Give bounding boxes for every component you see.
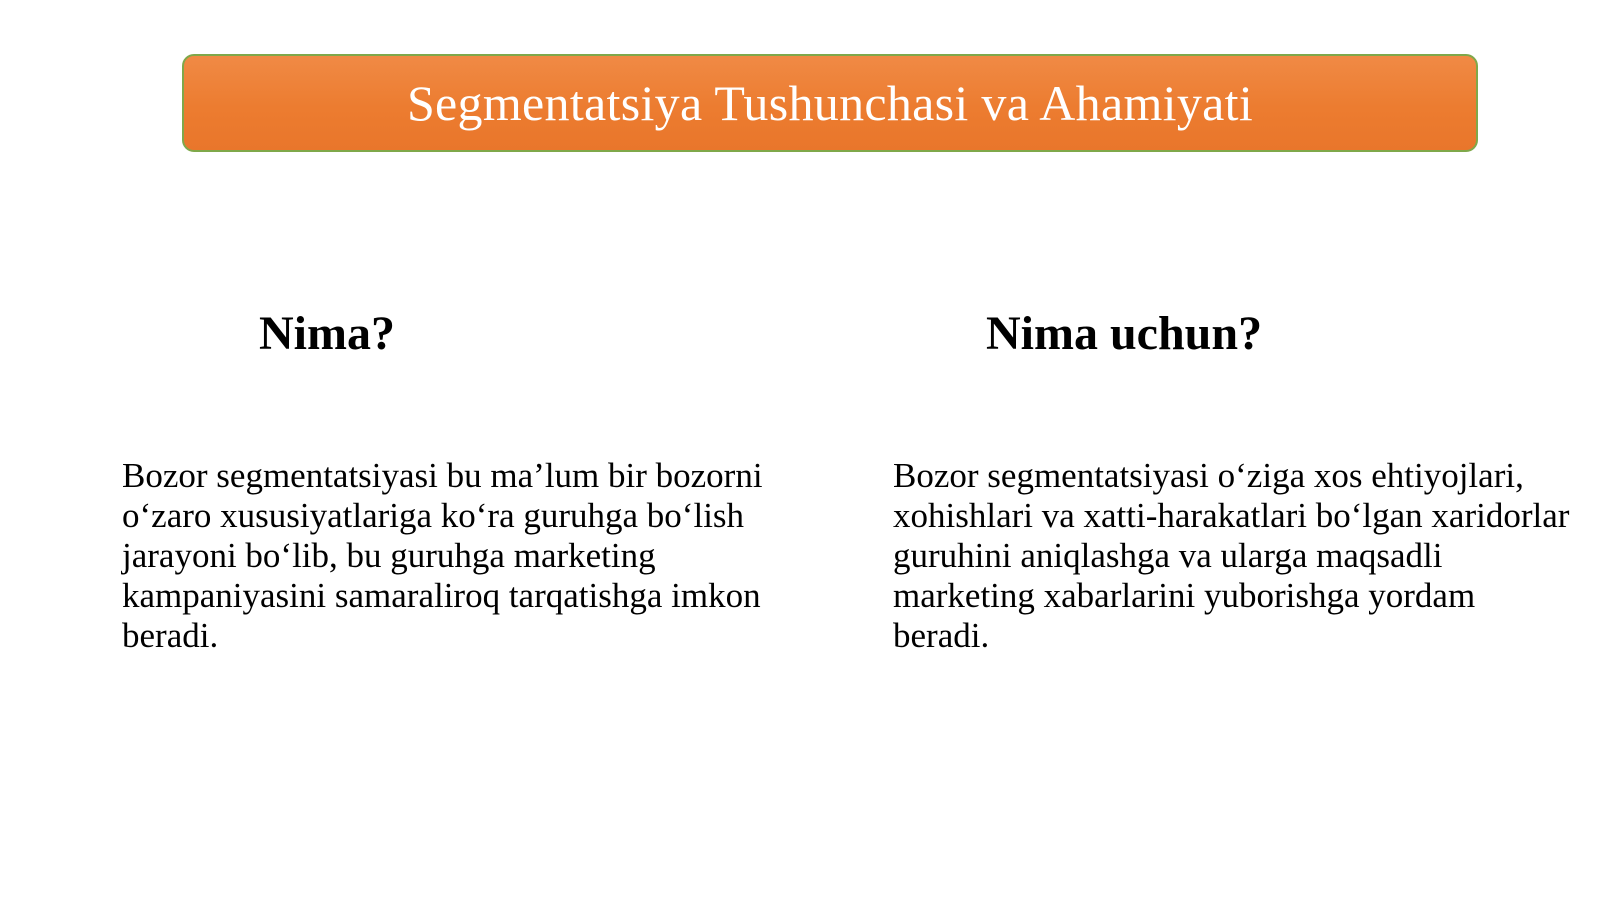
slide-title: Segmentatsiya Tushunchasi va Ahamiyati [406, 75, 1254, 131]
title-banner [182, 54, 1478, 152]
column-heading-what: Nima? [259, 307, 395, 360]
column-body-why: Bozor segmentatsiyasi o‘ziga xos ehtiyojlari, xohishlari va xatti-harakatlari bo‘lgan xaridorlar guruhini aniqlashga va ularga maqsadli marketing xabarlarini yuborishga yordam beradi. [893, 456, 1570, 655]
column-heading-why: Nima uchun? [986, 307, 1263, 360]
column-body-what: Bozor segmentatsiyasi bu ma’lum bir bozorni o‘zaro xususiyatlariga ko‘ra guruhga bo‘lish jarayoni bo‘lib, bu guruhga marketing kampaniyasini samaraliroq tarqatishga imkon beradi. [122, 456, 763, 655]
